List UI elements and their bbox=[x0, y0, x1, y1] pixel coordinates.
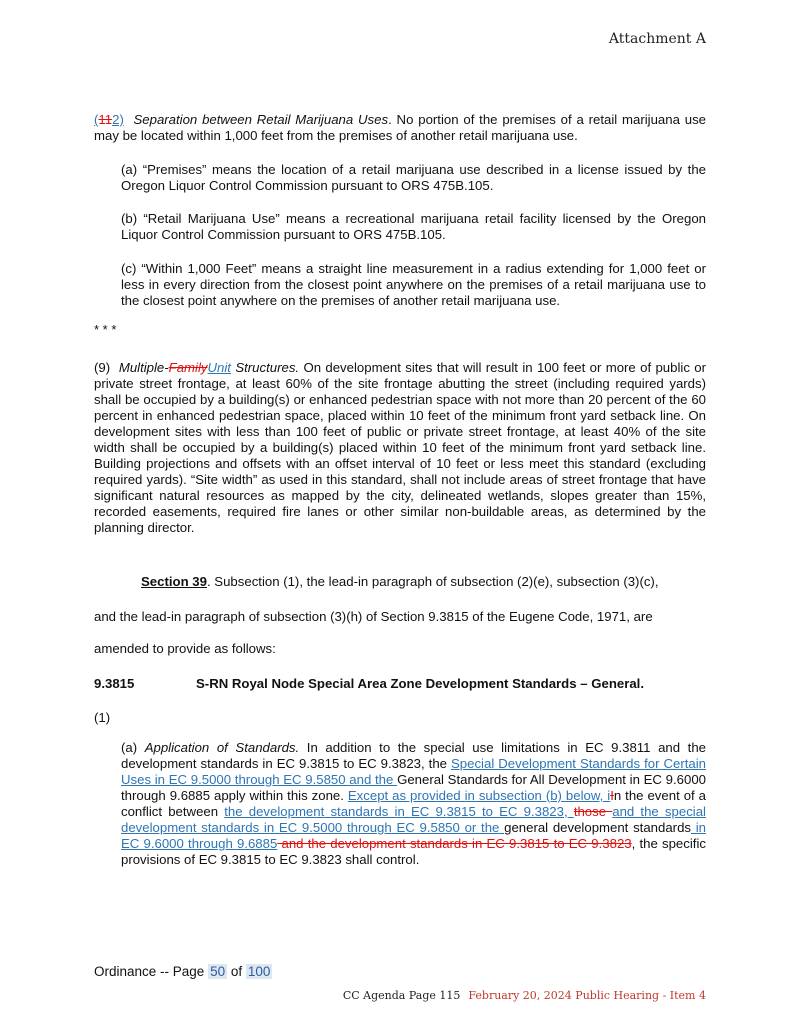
footer-prefix: Ordinance -- Page bbox=[94, 964, 205, 979]
agenda-stamp bbox=[343, 989, 706, 1002]
item-b-retail-marijuana-use: (b) “Retail Marijuana Use” means a recreational marijuana retail facility licensed by the Oregon Liquor Control Commission pursuant to ORS 475B.105. bbox=[121, 211, 706, 242]
text-4: general development standards bbox=[504, 820, 691, 835]
section-label: Section 39 bbox=[141, 574, 207, 589]
subsection-1: (1) bbox=[94, 710, 111, 725]
code-section-number: 9.3815 bbox=[94, 676, 135, 691]
subsection-title: Application of Standards. bbox=[144, 740, 300, 755]
omission-separator: * * * bbox=[94, 322, 117, 337]
section-39-line-2: and the lead-in paragraph of subsection (3)(h) of Section 9.3815 of the Eugene Code, 1971, are bbox=[94, 609, 653, 624]
total-pages-field: 100 bbox=[247, 964, 271, 979]
insertion-4: and the special development standards in EC 9.5000 through EC 9.5850 or the bbox=[121, 804, 706, 835]
deletion-1: I bbox=[610, 788, 614, 803]
text-2: General Standards for All Development in EC 9.6000 through 9.6885 apply within this zone. bbox=[121, 772, 706, 803]
inserted-number: 2) bbox=[112, 112, 124, 127]
title-end: Structures. bbox=[230, 360, 300, 375]
page-footer bbox=[94, 964, 272, 979]
section-39-line-3: amended to provide as follows: bbox=[94, 641, 276, 656]
attachment-label: Attachment A bbox=[608, 31, 706, 47]
inserted-word: Unit bbox=[207, 360, 231, 375]
deletion-2: those bbox=[573, 804, 613, 819]
title-start: Multiple- bbox=[118, 360, 169, 375]
paragraph-body: On development sites that will result in 100 feet or more of public or private street frontage, at least 60% of the site frontage abutting the street (including required yards) shall be occupied by a building(s) or enhanced pedestrian space with not more than 20 percent of the 60 percent in enhanced pedestrian space, placed within 10 feet of the minimum front yard setback line. On development sites with less than 100 feet of public or private street frontage, at least 40% of the site width shall be occupied by a building(s) placed within 10 feet of the minimum front yard setback line. Building projections and offsets with an offset interval of 10 feet or less meet this standard (excluding required yards). “Site width” as used in this standard, shall not include areas of street frontage that have significant natural resources as mapped by the city, delineated wetlands, slopes greater than 15%, recorded easements, required fire lanes or other similar non-buildable areas, as determined by the planning director. bbox=[94, 360, 706, 535]
insertion-5: in EC 9.6000 through 9.6885 bbox=[121, 820, 706, 851]
paragraph-number: (9) bbox=[94, 360, 111, 375]
code-section-heading bbox=[94, 676, 644, 691]
footer-of: of bbox=[230, 964, 243, 979]
insertion-2: Except as provided in subsection (b) below, i bbox=[347, 788, 611, 803]
paragraph-body: . No portion of the premises of a retail marijuana use may be located within 1,000 feet from the premises of another retail marijuana use. bbox=[94, 112, 706, 143]
item-a-premises: (a) “Premises” means the location of a retail marijuana use described in a license issued by the Oregon Liquor Control Commission pursuant to ORS 475B.105. bbox=[121, 162, 706, 193]
paragraph-multiple-unit-structures bbox=[94, 360, 706, 536]
paragraph-title: Separation between Retail Marijuana Uses bbox=[133, 112, 389, 127]
section-text-1: . Subsection (1), the lead-in paragraph of subsection (2)(e), subsection (3)(c), bbox=[206, 574, 659, 589]
paragraph-separation-retail-marijuana bbox=[94, 112, 706, 144]
insertion-1: Special Development Standards for Certain Uses in EC 9.5000 through EC 9.5850 and the bbox=[121, 756, 706, 787]
deleted-word: Family bbox=[168, 360, 208, 375]
agenda-page: CC Agenda Page 115 bbox=[342, 989, 461, 1002]
section-39-line-1 bbox=[141, 574, 659, 589]
paragraph-application-of-standards bbox=[121, 740, 706, 868]
deleted-number: 11 bbox=[98, 112, 113, 127]
text-3: n the event of a conflict between bbox=[121, 788, 706, 819]
code-section-title: S-RN Royal Node Special Area Zone Development Standards – General. bbox=[196, 676, 645, 691]
lead: (a) bbox=[121, 740, 145, 755]
text-1: In addition to the special use limitations in EC 9.3811 and the development standards in EC 9.3815 to EC 9.3823, the bbox=[121, 740, 707, 771]
text-5: , the specific provisions of EC 9.3815 to EC 9.3823 shall control. bbox=[121, 836, 706, 867]
current-page-field: 50 bbox=[210, 964, 226, 979]
insertion-3: the development standards in EC 9.3815 to EC 9.3823, bbox=[224, 804, 574, 819]
item-c-within-1000-feet: (c) “Within 1,000 Feet” means a straight line measurement in a radius extending for 1,000 feet or less in every direction from the closest point anywhere on the premises of a retail marijuana use to the closest point anywhere on the premises of another retail marijuana use. bbox=[121, 261, 706, 308]
hearing-label: February 20, 2024 Public Hearing - Item 4 bbox=[468, 989, 706, 1002]
inserted-open-paren: ( bbox=[94, 112, 99, 127]
deletion-3: and the development standards in EC 9.3815 to EC 9.3823 bbox=[277, 836, 632, 851]
